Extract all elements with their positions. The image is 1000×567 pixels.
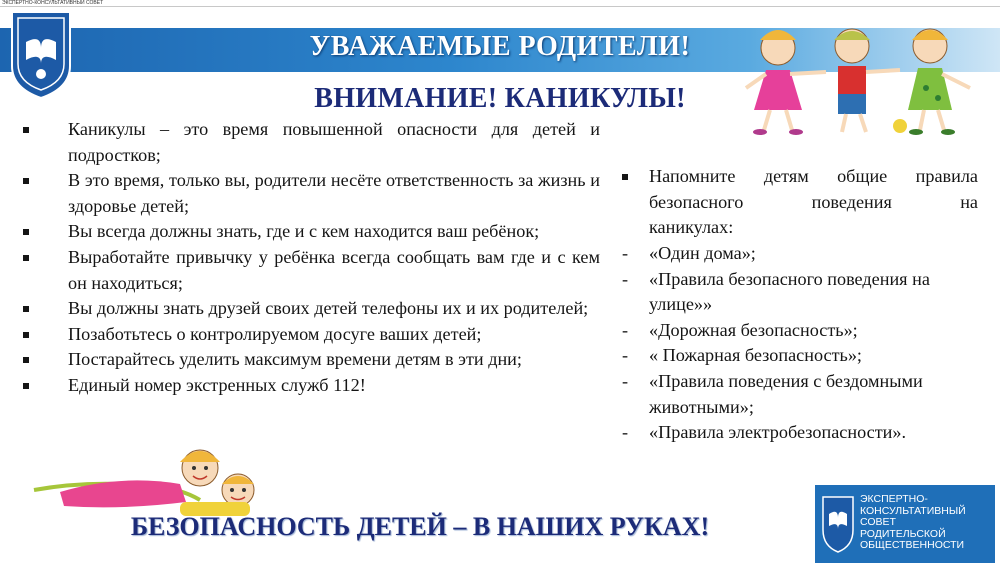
right-intro-line: каникулах: xyxy=(649,217,734,238)
list-item-text: Вы должны знать друзей своих детей телефоны их и их родителей; xyxy=(68,298,589,319)
list-item xyxy=(20,296,600,322)
dash-marker: - xyxy=(622,319,629,340)
list-item xyxy=(20,117,600,168)
org-name xyxy=(860,494,994,552)
dash-marker: - xyxy=(622,370,629,391)
bullet-icon xyxy=(622,174,628,180)
org-name-line: ЭКСПЕРТНО- xyxy=(860,493,928,505)
org-caption: ЭКСПЕРТНО-КОНСУЛЬТАТИВНЫЙ СОВЕТ xyxy=(2,0,104,6)
list-item-text: Каникулы – это время повышенной опасности для детей и подростков; xyxy=(68,119,600,165)
list-item-text: « Пожарная безопасность»; xyxy=(649,345,862,366)
list-item-text: «Правила электробезопасности». xyxy=(649,422,907,443)
list-item xyxy=(618,318,978,344)
lying-kids-illustration-icon xyxy=(30,440,270,522)
list-item-text: «Правила поведения с бездомными животными»; xyxy=(649,370,923,417)
bullet-icon xyxy=(23,178,29,184)
list-item xyxy=(20,245,600,296)
top-strip xyxy=(0,0,1000,7)
bullet-icon xyxy=(23,255,29,261)
dash-marker: - xyxy=(622,243,629,263)
dash-marker: - xyxy=(622,345,629,366)
bullet-icon xyxy=(23,357,29,363)
list-item xyxy=(20,347,600,373)
org-name-line: КОНСУЛЬТАТИВНЫЙ xyxy=(860,504,966,517)
list-item xyxy=(618,369,978,420)
bullet-icon xyxy=(23,127,29,133)
list-item-text: Единый номер экстренных служб 112! xyxy=(68,374,366,395)
org-emblem-small-icon xyxy=(820,494,856,554)
bullet-icon xyxy=(23,229,29,235)
left-bullet-list xyxy=(20,117,600,399)
list-item xyxy=(618,420,978,446)
list-item-text: Вы всегда должны знать, где и с кем находится ваш ребёнок; xyxy=(68,221,540,242)
list-item-text: В это время, только вы, родители несёте ответственность за жизнь и здоровье детей; xyxy=(68,170,600,216)
org-name-line: РОДИТЕЛЬСКОЙ xyxy=(860,527,946,540)
list-item-text: «Правила безопасного поведения на улице»» xyxy=(649,268,930,315)
bullet-icon xyxy=(23,383,29,389)
list-item-text: Постарайтесь уделить максимум времени детям в эти дни; xyxy=(68,349,522,370)
org-emblem-icon xyxy=(6,8,76,100)
list-item xyxy=(20,373,600,399)
dash-marker: - xyxy=(622,422,629,443)
bottom-slogan: БЕЗОПАСНОСТЬ ДЕТЕЙ – В НАШИХ РУКАХ! xyxy=(130,512,710,541)
list-item xyxy=(20,168,600,219)
page-subtitle: ВНИМАНИЕ! КАНИКУЛЫ! xyxy=(314,83,686,114)
org-name-line: ОБЩЕСТВЕННОСТИ xyxy=(860,539,965,552)
right-intro xyxy=(618,164,978,241)
list-item xyxy=(20,322,600,348)
list-item-text: «Дорожная безопасность»; xyxy=(649,319,858,340)
bullet-icon xyxy=(23,306,29,312)
list-item-text: «Один дома»; xyxy=(649,243,756,263)
banner-title: УВАЖАЕМЫЕ РОДИТЕЛИ! xyxy=(309,31,691,62)
right-intro-line: Напомните детям общие правила xyxy=(649,166,978,186)
org-name-line: СОВЕТ xyxy=(860,516,896,529)
list-item xyxy=(618,241,978,267)
dash-marker: - xyxy=(622,268,629,289)
right-rules-list xyxy=(618,241,978,446)
list-item-text: Выработайте привычку у ребёнка всегда сообщать вам где и с кем он находиться; xyxy=(68,246,600,293)
list-item xyxy=(618,267,978,318)
bullet-icon xyxy=(23,332,29,338)
list-item-text: Позаботьтесь о контролируемом досуге ваших детей; xyxy=(68,323,482,344)
right-intro-line: безопасного поведения на xyxy=(649,191,978,212)
kids-illustration-icon xyxy=(730,18,990,140)
list-item xyxy=(618,343,978,369)
list-item xyxy=(20,219,600,245)
